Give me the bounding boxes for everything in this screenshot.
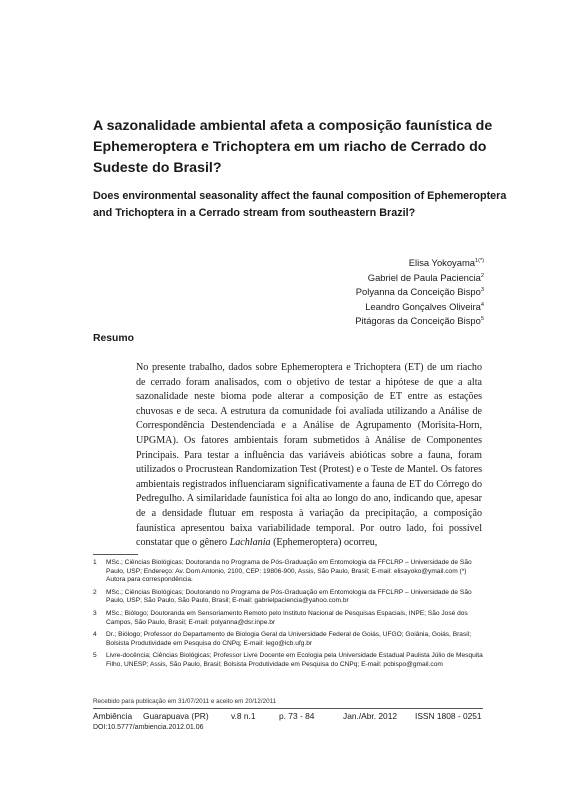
author: Gabriel de Paula Paciencia$^2$ xyxy=(367,271,484,283)
journal-divider xyxy=(93,708,483,709)
footnote: 3 MSc.; Biólogo; Doutoranda em Sensoriamento Remoto pelo Instituto Nacional de Pesquisas Espaciais, INPE; São José dos Campos, São Paulo, Brasil; E-mail: polyanna@dsr.inpe.br xyxy=(93,609,468,626)
journal-info xyxy=(93,711,483,723)
abstract-heading: Resumo xyxy=(93,333,134,344)
article-title-english: Does environmental seasonality affect the faunal composition of Ephemeroptera and Trichoptera in a Cerrado stream from southeastern Brazil? xyxy=(93,190,507,219)
received-date-note: Recebido para publicação em 31/07/2011 e aceito em 20/12/2011 xyxy=(93,698,277,705)
journal-city: Guarapuava (PR) xyxy=(143,711,209,721)
footnote: 5 Livre-docência; Ciências Biológicas; Professor Livre Docente em Ecologia pela Universidade Estadual Paulista Júlio de Mesquita Filho, UNESP; Assis, São Paulo, Brasil; Bolsista Produtividade em Pesquisa do CNPq; E-mail: pcbispo@gmail.com xyxy=(93,652,483,668)
journal-name: Ambiência xyxy=(93,711,133,721)
article-title-portuguese: A sazonalidade ambiental afeta a composição faunística de Ephemeroptera e Trichoptera em um riacho de Cerrado do Sudeste do Brasil? xyxy=(93,118,493,176)
journal-issn: ISSN 1808 - 0251 xyxy=(415,711,482,721)
footnote: 2 MSc.; Ciências Biológicas; Doutorando no Programa de Pós-Graduação em Entomologia da FFCLRP – Universidade de São Paulo, USP; São Paulo, São Paulo, Brasil; E-mail: gabrielpaciencia@yahoo.com.br xyxy=(93,588,472,605)
footnote-divider xyxy=(93,554,138,555)
abstract-text: No presente trabalho, dados sobre Ephemeroptera e Trichoptera (ET) de um riacho de cerrado foram analisados, com o objetivo de testar a hipótese de que a alta sazonalidade neste bioma pode alterar a composição de ET entre as estações chuvosas e de seca. A estrutura da comunidade foi avaliada utilizando a Análise de Correspondência Destendenciada e a Análise de Agrupamento (Morisita-Horn, UPGMA). Os fatores ambientais foram submetidos à Análise de Componentes Principais. Para testar a influência das variáveis abióticas sobre a fauna, foram utilizados o Procrustean Randomization Test (Protest) e o Teste de Mantel. Os fatores ambientais registrados influenciaram significativamente a fauna de ET do Córrego do Pedregulho. A similaridade faunística foi alta ao longo do ano, indicando que, apesar de a densidade flutuar em resposta à variação da precipitação, a composição faunística apresentou baixa variabilidade temporal. Por outro lado, foi possível constatar que o gênero Lachlania (Ephemeroptera) ocorreu, xyxy=(136,362,482,549)
author: Leandro Gonçalves Oliveira$^4$ xyxy=(365,300,484,312)
footnote: 1 MSc.; Ciências Biológicas; Doutoranda no Programa de Pós-Graduação em Entomologia da FFCLRP – Universidade de São Paulo, USP; Endereço: Av. Dom Antonio, 2100, CEP: 19806-900, Assis, São Paulo, Brasil; E-mail: elisayoko@ymail.com (*) Autora para correspondência. xyxy=(93,559,472,584)
journal-date: Jan./Abr. 2012 xyxy=(343,711,398,721)
author: Polyanna da Conceição Bispo$^3$ xyxy=(355,286,484,298)
journal-volume: v.8 n.1 xyxy=(231,711,256,721)
author-list xyxy=(355,256,484,329)
journal-pages: p. 73 - 84 xyxy=(279,711,315,721)
footnotes xyxy=(93,559,485,674)
author: Elisa Yokoyama$^{1(*)}$ xyxy=(408,257,484,268)
author: Pitágoras da Conceição Bispo$^5$ xyxy=(355,315,484,327)
genus-name: Lachlania xyxy=(229,537,271,549)
footnote: 4 Dr.; Biólogo; Professor do Departamento de Biologia Geral da Universidade Federal de Goiás, UFGO; Goiânia, Goiás, Brasil; Bolsista Produtividade em Pesquisa do CNPq; E-mail: lego@icb.ufg.br xyxy=(93,631,472,647)
doi: DOI:10.5777/ambiencia.2012.01.06 xyxy=(93,724,204,731)
